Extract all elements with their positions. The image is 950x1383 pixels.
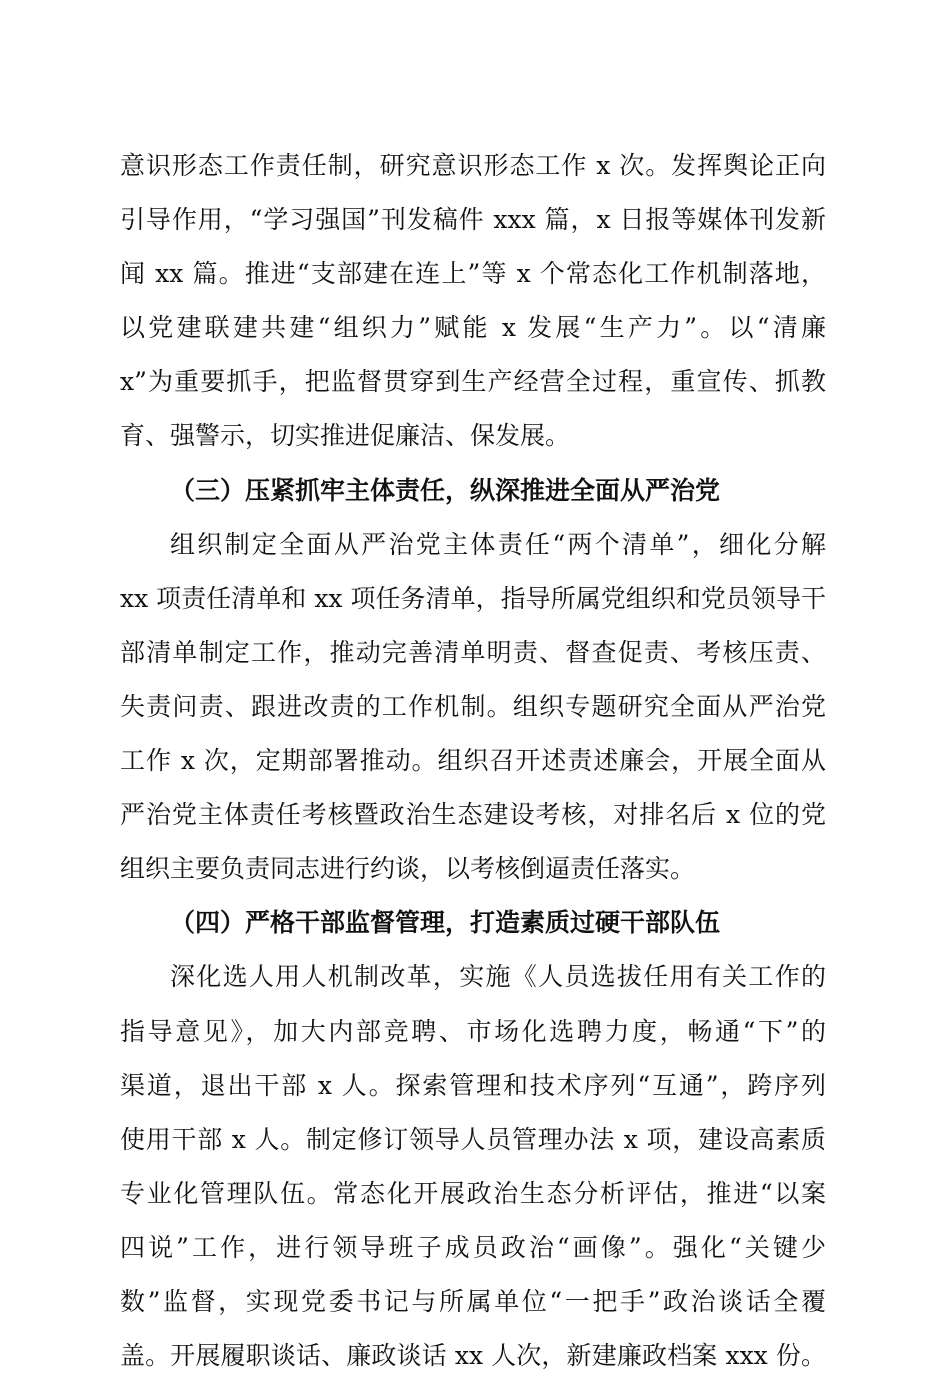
text-line: 组织制定全面从严治党主体责任“两个清单”，细化分解 xyxy=(170,529,826,559)
text-line: 四说”工作，进行领导班子成员政治“画像”。强化“关键少 xyxy=(120,1232,826,1262)
section-heading-4: （四）严格干部监督管理，打造素质过硬干部队伍 xyxy=(170,908,721,938)
text-line: 育、强警示，切实推进促廉洁、保发展。 xyxy=(120,421,571,451)
section-3-paragraph xyxy=(120,518,826,897)
text-line: 工作 x 次，定期部署推动。组织召开述责述廉会，开展全面从 xyxy=(120,746,826,776)
section-4-paragraph xyxy=(120,950,826,1383)
text-line: 深化选人用人机制改革，实施《人员选拔任用有关工作的 xyxy=(170,962,826,992)
document-body xyxy=(120,139,826,1383)
text-line: 渠道，退出干部 x 人。探索管理和技术序列“互通”，跨序列 xyxy=(120,1070,826,1100)
text-line: 以党建联建共建“组织力”赋能 x 发展“生产力”。以“清廉 xyxy=(120,313,826,343)
section-heading-3: （三）压紧抓牢主体责任，纵深推进全面从严治党 xyxy=(170,475,721,505)
paragraph-continuation xyxy=(120,139,826,464)
text-line: 数”监督，实现党委书记与所属单位“一把手”政治谈话全覆 xyxy=(120,1286,826,1316)
text-line: 部清单制定工作，推动完善清单明责、督查促责、考核压责、 xyxy=(120,637,826,667)
text-line: 意识形态工作责任制，研究意识形态工作 x 次。发挥舆论正向 xyxy=(120,151,826,180)
text-line: 严治党主体责任考核暨政治生态建设考核，对排名后 x 位的党 xyxy=(120,800,826,830)
text-line: 指导意见》，加大内部竞聘、市场化选聘力度，畅通“下”的 xyxy=(120,1016,826,1046)
text-line: 失责问责、跟进改责的工作机制。组织专题研究全面从严治党 xyxy=(120,691,826,721)
text-line: 引导作用，“学习强国”刊发稿件 xxx 篇，x 日报等媒体刊发新 xyxy=(120,205,826,235)
text-line: xx 项责任清单和 xx 项任务清单，指导所属党组织和党员领导干 xyxy=(120,583,826,613)
text-line: 闻 xx 篇。推进“支部建在连上”等 x 个常态化工作机制落地， xyxy=(120,259,826,289)
text-line: 盖。开展履职谈话、廉政谈话 xx 人次，新建廉政档案 xxx 份。 xyxy=(120,1341,826,1371)
text-line: 专业化管理队伍。常态化开展政治生态分析评估，推进“以案 xyxy=(120,1178,826,1208)
text-line: 组织主要负责同志进行约谈，以考核倒逼责任落实。 xyxy=(120,854,696,884)
text-line: 使用干部 x 人。制定修订领导人员管理办法 x 项，建设高素质 xyxy=(120,1124,826,1154)
text-line: x”为重要抓手，把监督贯穿到生产经营全过程，重宣传、抓教 xyxy=(120,367,826,397)
